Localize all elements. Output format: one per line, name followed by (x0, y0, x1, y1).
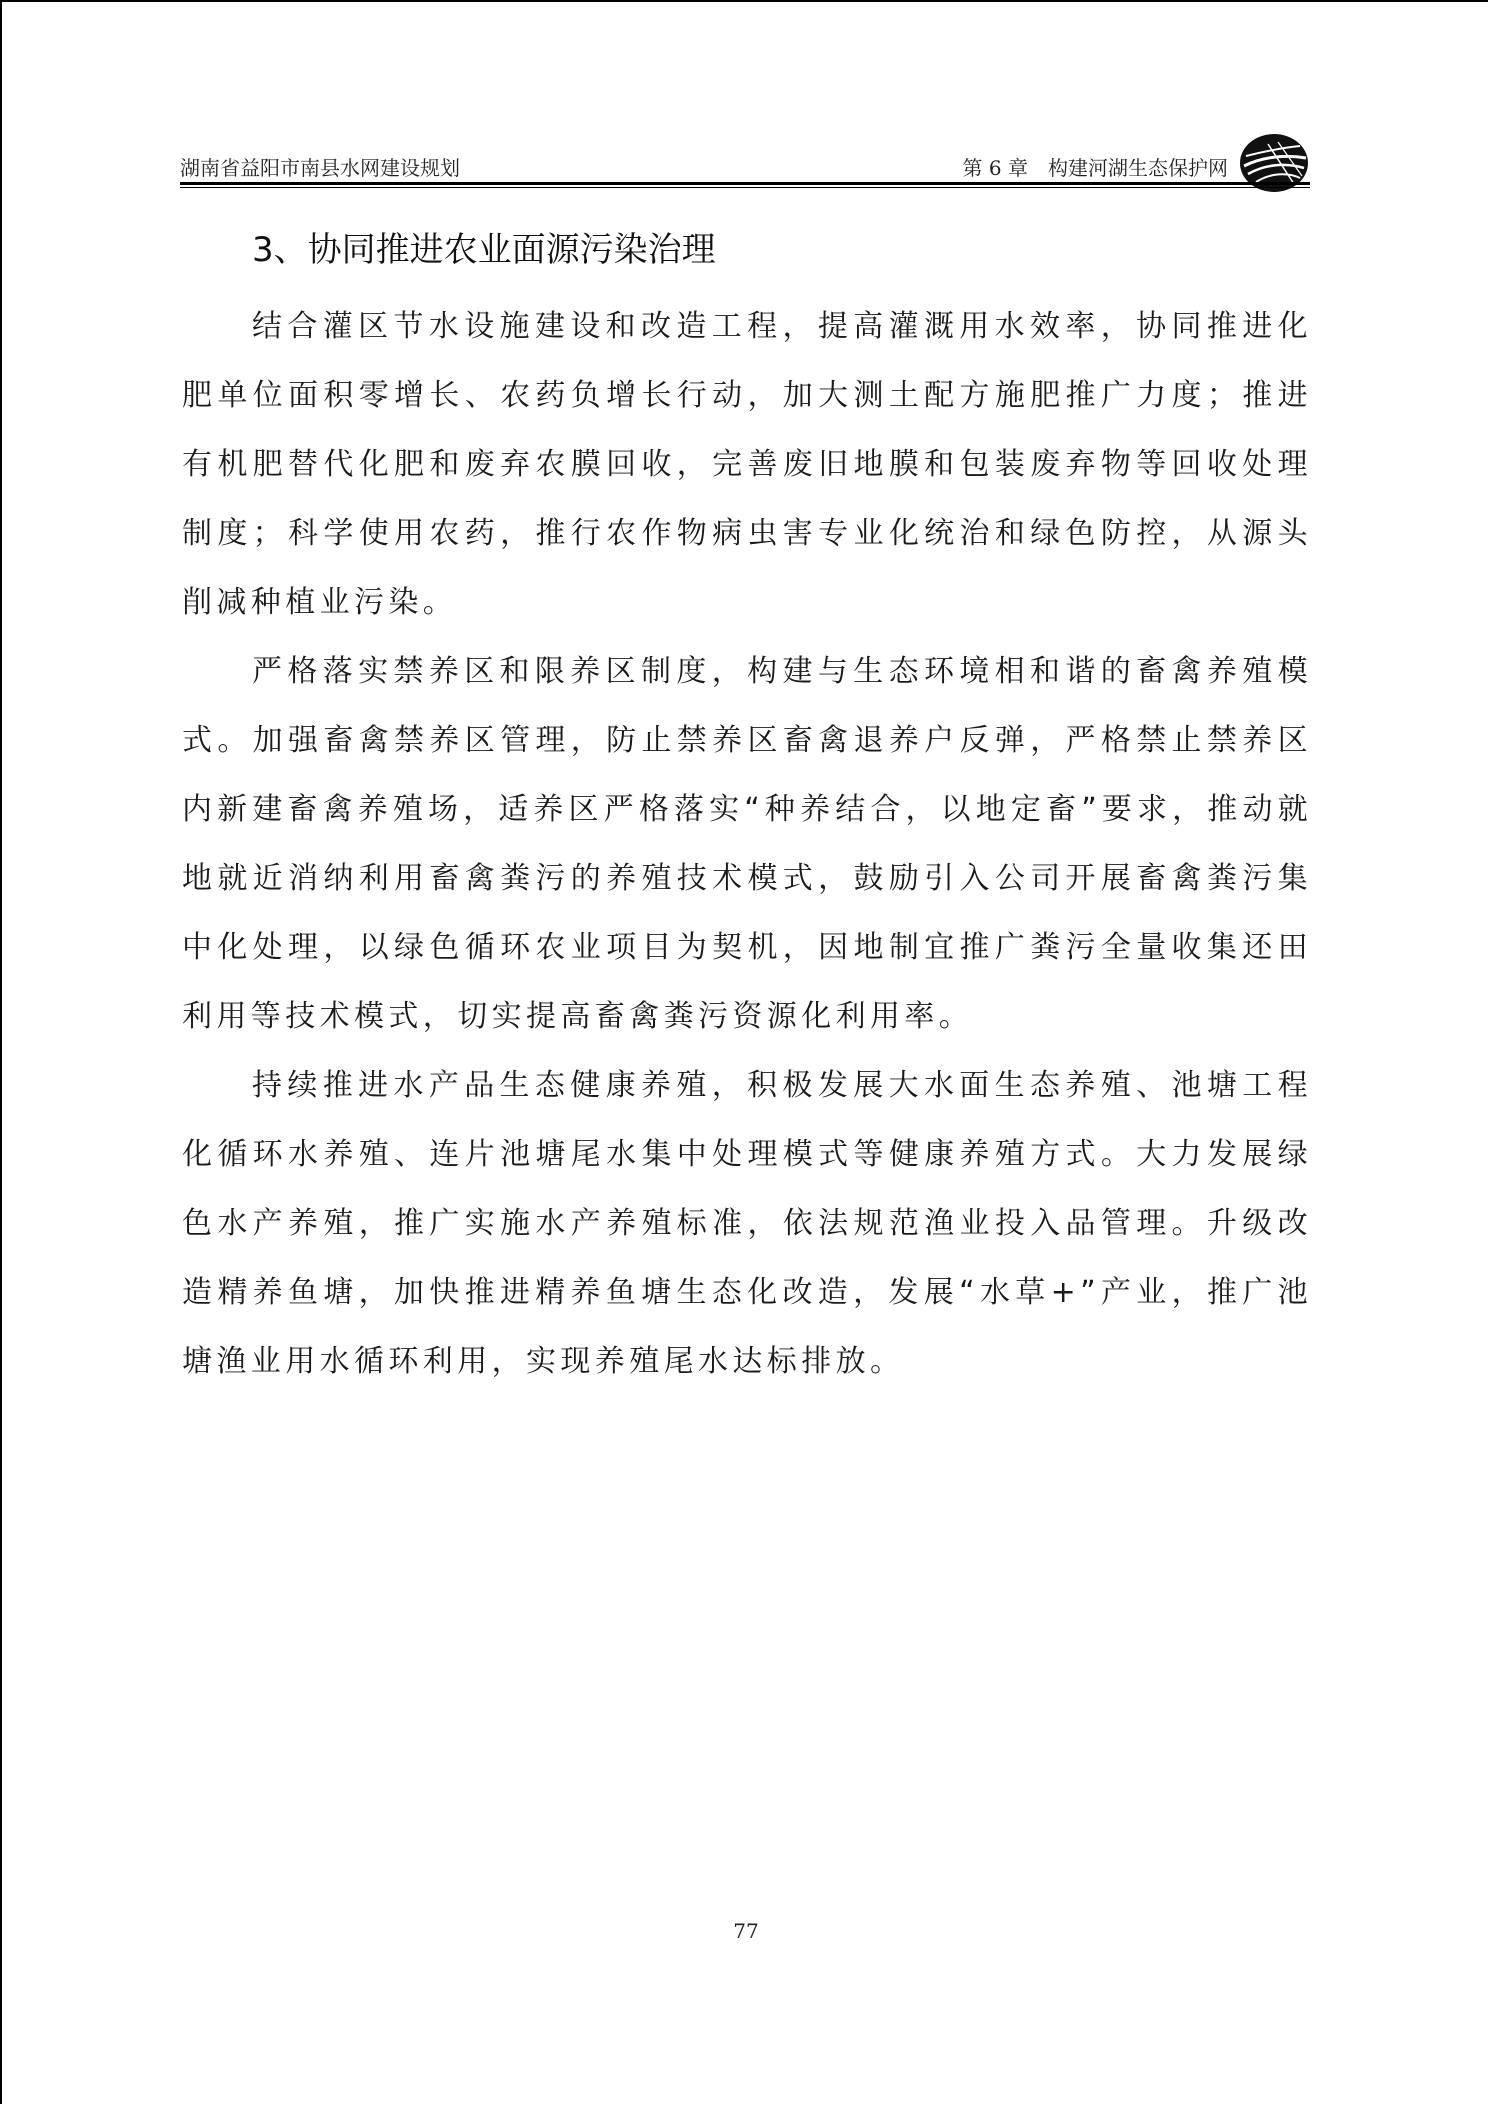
header-divider (180, 182, 1310, 188)
page-number: 77 (733, 1919, 759, 1943)
page-header (180, 152, 1310, 184)
section-heading: 3、协同推进农业面源污染治理 (252, 230, 716, 270)
body-text (182, 292, 1312, 1396)
paragraph: 严格落实禁养区和限养区制度，构建与生态环境相和谐的畜禽养殖模式。加强畜禽禁养区管理，防止禁养区畜禽退养户反弹，严格禁止禁养区内新建畜禽养殖场，适养区严格落实“种养结合，以地定畜”要求，推动就地就近消纳利用畜禽粪污的养殖技术模式，鼓励引入公司开展畜禽粪污集中化处理，以绿色循环农业项目为契机，因地制宜推广粪污全量收集还田利用等技术模式，切实提高畜禽粪污资源化利用率。 (182, 654, 1312, 1034)
paragraph: 结合灌区节水设施建设和改造工程，提高灌溉用水效率，协同推进化肥单位面积零增长、农药负增长行动，加大测土配方施肥推广力度；推进有机肥替代化肥和废弃农膜回收，完善废旧地膜和包装废弃物等回收处理制度；科学使用农药，推行农作物病虫害专业化统治和绿色防控，从源头削减种植业污染。 (182, 309, 1312, 620)
chapter-title: 第 6 章 构建河湖生态保护网 (962, 156, 1228, 180)
document-title: 湖南省益阳市南县水网建设规划 (180, 156, 460, 180)
paragraph: 持续推进水产品生态健康养殖，积极发展大水面生态养殖、池塘工程化循环水养殖、连片池塘尾水集中处理模式等健康养殖方式。大力发展绿色水产养殖，推广实施水产养殖标准，依法规范渔业投入品管理。升级改造精养鱼塘，加快推进精养鱼塘生态化改造，发展“水草+”产业，推广池塘渔业用水循环利用，实现养殖尾水达标排放。 (182, 1068, 1312, 1379)
